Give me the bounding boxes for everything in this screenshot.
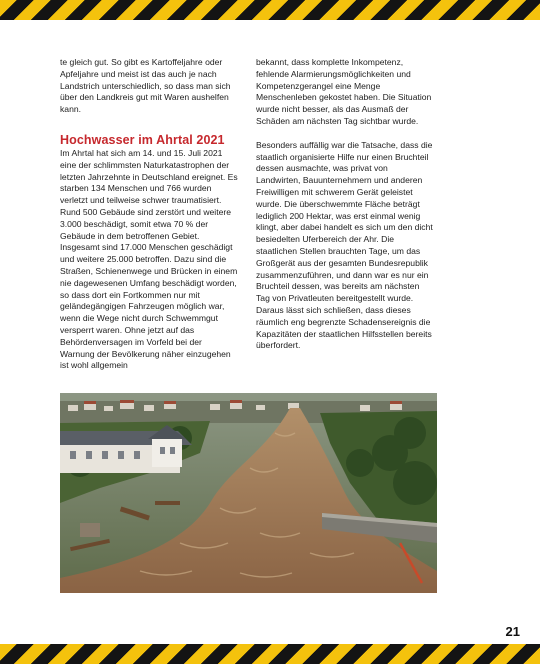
hazard-stripe-top	[0, 0, 540, 20]
flood-photo	[60, 393, 437, 593]
body-paragraph: Im Ahrtal hat sich am 14. und 15. Juli 2021 eine der schlimmsten Naturkatastrophen der letzten Jahrzehnte in Deutschland ereignet. Es starben 134 Menschen und 766 wurden verletzt und teilweise schwer traumatisiert. Rund 500 Gebäude sind zerstört und weitere 3.000 beschädigt, somit etwa 70 % der Gebäude in dem betroffenen Gebiet. Insgesamt sind 17.000 Menschen geschädigt und weitere 25.000 betroffen. Dazu sind die Straßen, Schienenwege und Brücken in einem nie dagewesenen Umfang beschädigt worden, so dass dort ein Fortkommen nur mit geländegängigen Fahrzeugen möglich war, wenn die Wege nicht durch Schwemmgut versperrt waren. Ohne jetzt auf das Behördenversagen im Vorfeld bei der Warnung der Bevölkerung näher einzugehen ist wohl allgemein	[60, 147, 238, 371]
page-number: 21	[505, 624, 520, 639]
paragraph-2: Besonders auffällig war die Tatsache, dass die staatlich organisierte Hilfe nur einen Bruchteil dessen ausmachte, was privat von Landwirten, Bauunternehmern und anderen Freiwilligen mit schwerem Gerät geleistet wurde. Die überschwemmte Fläche beträgt lediglich 200 Hektar, was erst einmal wenig klingt, aber dabei handelt es sich um den dicht besiedelten Uferbereich der Ahr. Die staatlichen Stellen brauchten Tage, um das Großgerät aus der gesamten Bundesrepublik zusammenzuführen, und dann war es nur ein Bruchteil dessen, was bereits am nächsten Tag von Privatleuten bereitgestellt wurde. Daraus lässt sich schließen, dass dieses räumlich eng begrenzte Schadensereignis die Kapazitäten der staatlichen Hilfsstellen bereits überfordert.	[256, 139, 433, 351]
intro-paragraph: te gleich gut. So gibt es Kartoffeljahre oder Apfeljahre und meist ist das auch je nach Landstrich unterschiedlich, so dass man sich über den Landkreis gut mit Waren aushelfen kann.	[60, 57, 231, 115]
hazard-stripe-bottom	[0, 644, 540, 664]
section-heading: Hochwasser im Ahrtal 2021	[60, 132, 225, 147]
left-column	[60, 57, 238, 372]
right-column	[256, 57, 434, 352]
paragraph-1: bekannt, dass komplette Inkompetenz, fehlende Alarmierungsmöglichkeiten und Kompetenzgerangel eine Menge Menschenleben gekostet haben. Die Situation wurde nicht besser, als das Ausmaß der Schäden am nächsten Tag sichtbar wurde.	[256, 57, 432, 126]
